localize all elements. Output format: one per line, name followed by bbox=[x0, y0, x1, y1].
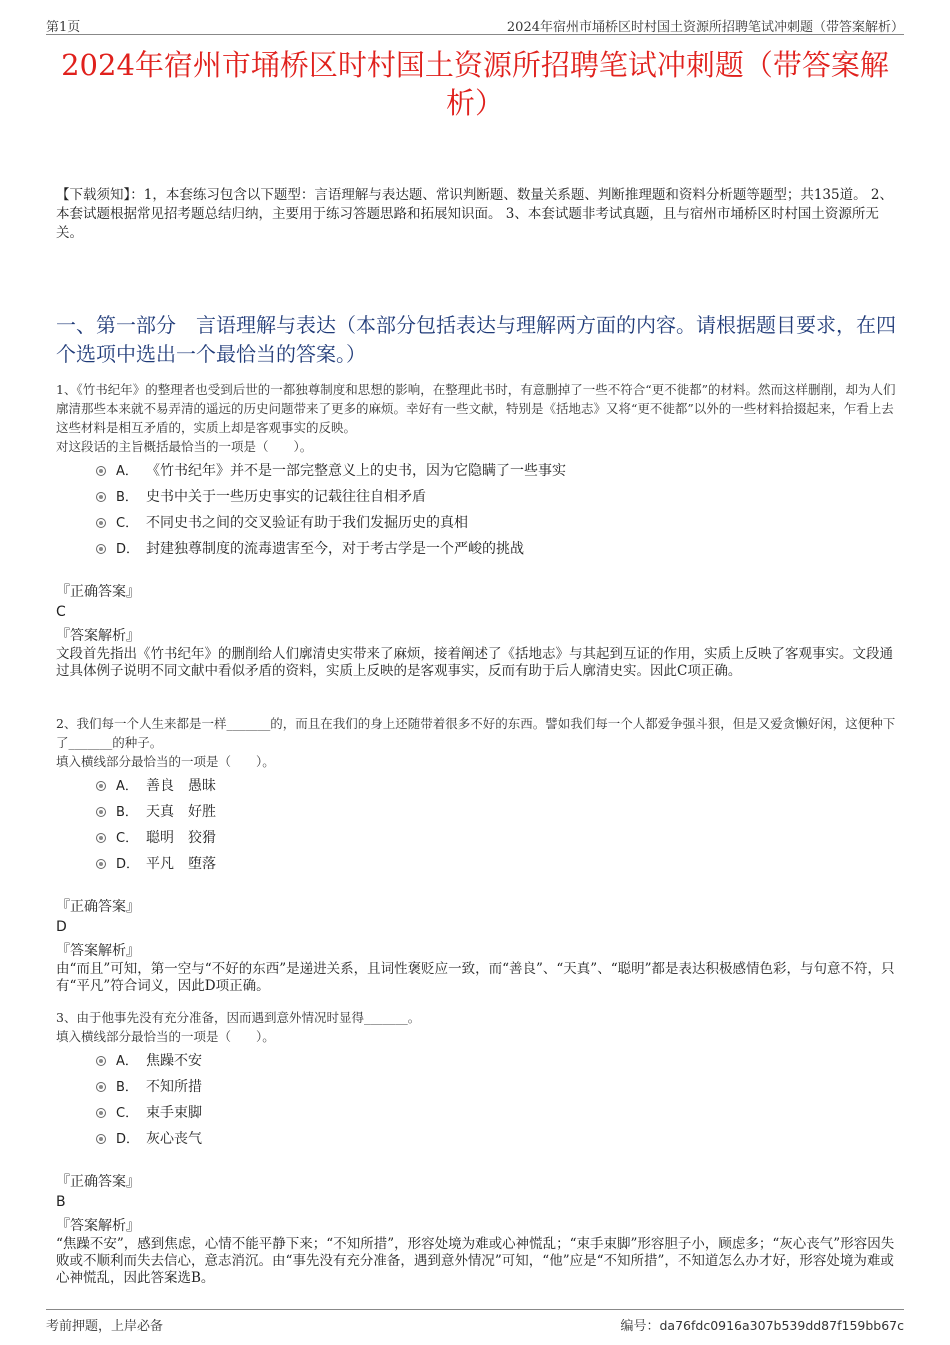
page-footer bbox=[46, 1309, 904, 1334]
radio-icon[interactable] bbox=[96, 466, 106, 476]
page-header bbox=[46, 14, 904, 35]
radio-icon[interactable] bbox=[96, 1056, 106, 1066]
radio-icon[interactable] bbox=[96, 1082, 106, 1092]
question-prompt: 填入横线部分最恰当的一项是（ ）。 bbox=[56, 754, 275, 769]
explanation-text: 文段首先指出《竹书纪年》的删削给人们廓清史实带来了麻烦，接着阐述了《括地志》与其起到互证的作用，实质上反映了客观事实。文段通过具体例子说明不同文献中看似矛盾的资料，实质上反映的是客观事实，反而有助于后人廓清史实。因此C项正确。 bbox=[56, 646, 893, 679]
page-number: 第1页 bbox=[46, 20, 81, 35]
question-stem: 1、《竹书纪年》的整理者也受到后世的一都独尊制度和思想的影响，在整理此书时，有意删掉了一些不符合“更不徙都”的材料。然而这样删削，却为人们廓清那些本来就不易弄清的遥远的历史问题带来了更多的麻烦。幸好有一些文献，特别是《括地志》又将“更不徙都”以外的一些材料拾掇起来，乍看上去这些材料是相互矛盾的，实质上却是客观事实的反映。 bbox=[56, 382, 896, 435]
download-notice: 【下载须知】：1，本套练习包含以下题型：言语理解与表达题、常识判断题、数量关系题、判断推理题和资料分析题等题型；共135道。 2、本套试题根据常见招考题总结归纳，主要用于练习答题思路和拓展知识面。 3、本套试题非考试真题，且与宿州市埇桥区时村国土资源所无关。 bbox=[56, 187, 893, 241]
explanation-text: “焦躁不安”，感到焦虑，心情不能平静下来；“不知所措”，形容处境为难或心神慌乱；“束手束脚”形容胆子小，顾虑多；“灰心丧气”形容因失败或不顺利而失去信心，意志消沉。由“事先没有充分准备，遇到意外情况”可知，“他”应是“不知所措”，不知道怎么办才好，形容处境为难或心神慌乱，因此答案选B。 bbox=[56, 1236, 895, 1286]
radio-icon[interactable] bbox=[96, 518, 106, 528]
radio-icon[interactable] bbox=[96, 1108, 106, 1118]
question-2 bbox=[56, 714, 900, 995]
answer-label: 『正确答案』 bbox=[56, 584, 140, 600]
option-a[interactable]: A． 焦躁不安 bbox=[96, 1048, 900, 1074]
question-stem: 3、由于他事先没有充分准备，因而遇到意外情况时显得_______。 bbox=[56, 1010, 421, 1025]
option-d[interactable]: D． 灰心丧气 bbox=[96, 1126, 900, 1152]
option-c[interactable]: C． 聪明 狡猾 bbox=[96, 825, 900, 851]
answer-label: 『正确答案』 bbox=[56, 899, 140, 915]
explanation-label: 『答案解析』 bbox=[56, 1218, 140, 1234]
document-title: 2024年宿州市埇桥区时村国土资源所招聘笔试冲刺题（带答案解析） bbox=[61, 48, 889, 120]
option-list bbox=[96, 458, 900, 562]
option-a[interactable]: A． 善良 愚昧 bbox=[96, 773, 900, 799]
radio-icon[interactable] bbox=[96, 833, 106, 843]
footer-code bbox=[620, 1315, 904, 1334]
radio-icon[interactable] bbox=[96, 859, 106, 869]
radio-icon[interactable] bbox=[96, 807, 106, 817]
option-list bbox=[96, 773, 900, 877]
option-d[interactable]: D． 封建独尊制度的流毒遗害至今，对于考古学是一个严峻的挑战 bbox=[96, 536, 900, 562]
option-c[interactable]: C． 不同史书之间的交叉验证有助于我们发掘历史的真相 bbox=[96, 510, 900, 536]
answer-value: B bbox=[56, 1194, 66, 1210]
radio-icon[interactable] bbox=[96, 781, 106, 791]
option-b[interactable]: B． 史书中关于一些历史事实的记载往往自相矛盾 bbox=[96, 484, 900, 510]
option-b[interactable]: B． 不知所措 bbox=[96, 1074, 900, 1100]
option-list bbox=[96, 1048, 900, 1152]
question-prompt: 填入横线部分最恰当的一项是（ ）。 bbox=[56, 1029, 275, 1044]
option-d[interactable]: D． 平凡 堕落 bbox=[96, 851, 900, 877]
question-1 bbox=[56, 380, 900, 680]
question-prompt: 对这段话的主旨概括最恰当的一项是（ ）。 bbox=[56, 439, 313, 454]
question-stem: 2、我们每一个人生来都是一样_______的，而且在我们的身上还随带着很多不好的东西。譬如我们每一个人都爱争强斗狠，但是又爱贪懒好闲，这便种下了_______的种子。 bbox=[56, 716, 896, 750]
header-doc-title: 2024年宿州市埇桥区时村国土资源所招聘笔试冲刺题（带答案解析） bbox=[506, 20, 904, 35]
answer-label: 『正确答案』 bbox=[56, 1174, 140, 1190]
footer-code-label: 编号： bbox=[620, 1319, 660, 1334]
footer-code-value: da76fdc0916a307b539dd87f159bb67c bbox=[659, 1318, 904, 1333]
option-b[interactable]: B． 天真 好胜 bbox=[96, 799, 900, 825]
explanation-label: 『答案解析』 bbox=[56, 943, 140, 959]
answer-value: C bbox=[56, 604, 66, 620]
option-c[interactable]: C． 束手束脚 bbox=[96, 1100, 900, 1126]
question-3 bbox=[56, 1008, 900, 1287]
section-heading: 一、第一部分 言语理解与表达（本部分包括表达与理解两方面的内容。请根据题目要求，在四个选项中选出一个最恰当的答案。） bbox=[56, 313, 896, 366]
radio-icon[interactable] bbox=[96, 544, 106, 554]
footer-slogan: 考前押题，上岸必备 bbox=[46, 1319, 164, 1334]
option-a[interactable]: A． 《竹书纪年》并不是一部完整意义上的史书，因为它隐瞒了一些事实 bbox=[96, 458, 900, 484]
radio-icon[interactable] bbox=[96, 492, 106, 502]
explanation-text: 由“而且”可知，第一空与“不好的东西”是递进关系，且词性褒贬应一致，而“善良”、“天真”、“聪明”都是表达积极感情色彩，与句意不符，只有“平凡”符合词义，因此D项正确。 bbox=[56, 961, 895, 994]
explanation-label: 『答案解析』 bbox=[56, 628, 140, 644]
radio-icon[interactable] bbox=[96, 1134, 106, 1144]
answer-value: D bbox=[56, 919, 67, 935]
